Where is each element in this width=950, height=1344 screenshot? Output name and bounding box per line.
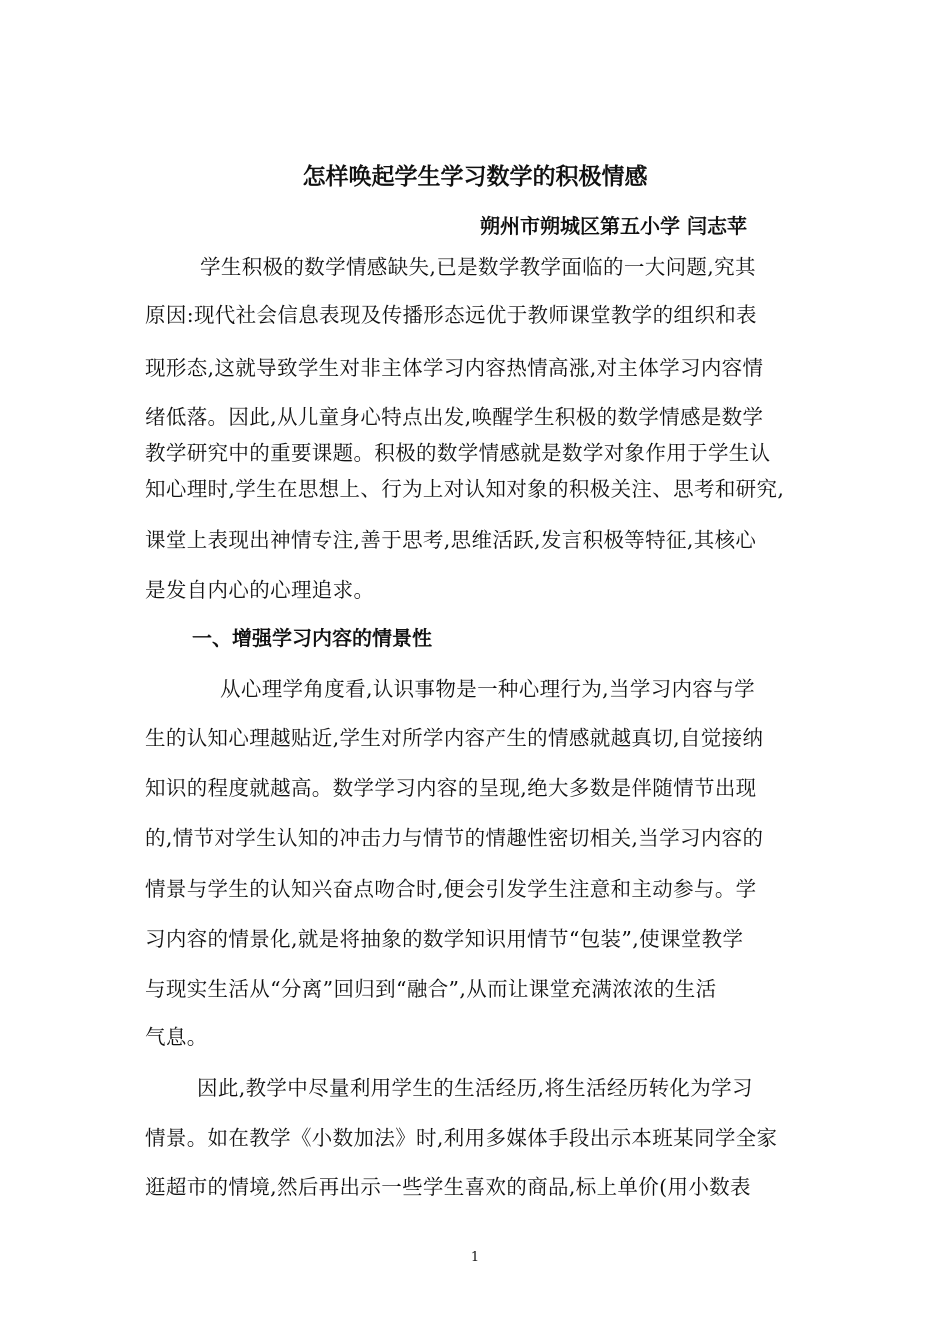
paragraph-line: 课堂上表现出神情专注,善于思考,思维活跃,发言积极等特征,其核心 bbox=[145, 528, 757, 552]
paragraph-line: 从心理学角度看,认识事物是一种心理行为,当学习内容与学 bbox=[220, 677, 755, 701]
paragraph-line: 情景与学生的认知兴奋点吻合时,便会引发学生注意和主动参与。学 bbox=[145, 877, 757, 901]
paragraph-line: 教学研究中的重要课题。积极的数学情感就是数学对象作用于学生认 bbox=[145, 441, 771, 465]
document-title: 怎样唤起学生学习数学的积极情感 bbox=[302, 164, 648, 190]
paragraph-line: 因此,教学中尽量利用学生的生活经历,将生活经历转化为学习 bbox=[197, 1076, 753, 1100]
paragraph-line: 学生积极的数学情感缺失,已是数学教学面临的一大问题,究其 bbox=[200, 255, 756, 279]
page-number: 1 bbox=[470, 1250, 480, 1265]
paragraph-line: 知识的程度就越高。数学学习内容的呈现,绝大多数是伴随情节出现 bbox=[145, 776, 757, 800]
section-heading: 一、增强学习内容的情景性 bbox=[192, 626, 432, 650]
paragraph-line: 绪低落。因此,从儿童身心特点出发,唤醒学生积极的数学情感是数学 bbox=[145, 405, 764, 429]
paragraph-line: 生的认知心理越贴近,学生对所学内容产生的情感就越真切,自觉接纳 bbox=[145, 726, 764, 750]
paragraph-line: 的,情节对学生认知的冲击力与情节的情趣性密切相关,当学习内容的 bbox=[145, 826, 764, 850]
paragraph-line: 与现实生活从“分离”回归到“融合”,从而让课堂充满浓浓的生活 bbox=[145, 977, 717, 1001]
paragraph-line: 是发自内心的心理追求。 bbox=[145, 578, 375, 602]
paragraph-line: 逛超市的情境,然后再出示一些学生喜欢的商品,标上单价(用小数表 bbox=[145, 1175, 751, 1199]
paragraph-line: 情景。如在教学《小数加法》时,利用多媒体手段出示本班某同学全家 bbox=[145, 1126, 778, 1150]
paragraph-line: 气息。 bbox=[145, 1025, 208, 1049]
author-line: 朔州市朔城区第五小学 闫志苹 bbox=[480, 214, 747, 238]
paragraph-line: 现形态,这就导致学生对非主体学习内容热情高涨,对主体学习内容情 bbox=[145, 356, 764, 380]
paragraph-line: 原因:现代社会信息表现及传播形态远优于教师课堂教学的组织和表 bbox=[145, 303, 757, 327]
paragraph-line: 知心理时,学生在思想上、行为上对认知对象的积极关注、思考和研究, bbox=[145, 477, 785, 501]
paragraph-line: 习内容的情景化,就是将抽象的数学知识用情节“包装”,使课堂教学 bbox=[145, 927, 744, 951]
